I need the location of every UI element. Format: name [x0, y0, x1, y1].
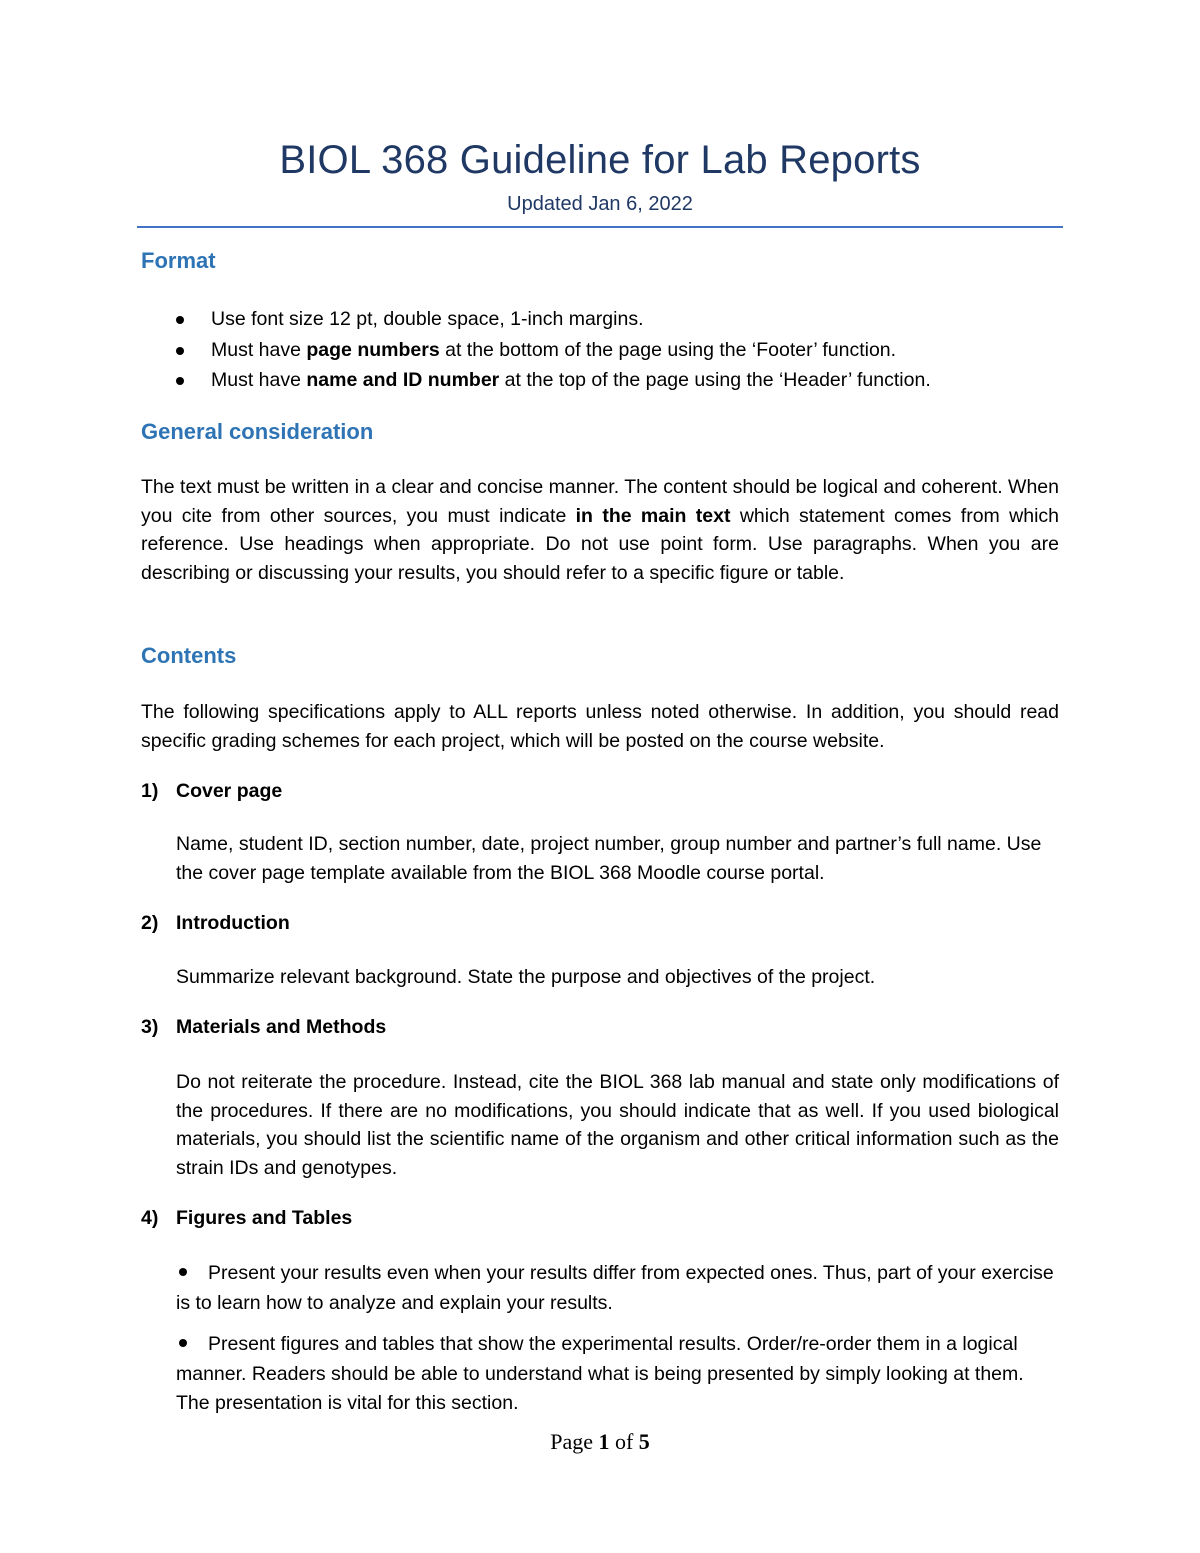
general-paragraph: The text must be written in a clear and concise manner. The content should be logical and coherent. When you cite from other sources, you must indicate in the main text which statement comes from which reference. Use headings when appropriate. Do not use point form. Use paragraphs. When you are describing or discussing your results, you should refer to a specific figure or table. — [141, 476, 1059, 585]
format-bullet-3: Must have name and ID number at the top of the page using the ‘Header’ function. — [141, 365, 1081, 396]
bold-phrase: page numbers — [306, 338, 440, 361]
section-heading-introduction: 2) Introduction — [141, 912, 290, 934]
format-bullet-list — [141, 304, 1081, 396]
format-heading: Format — [141, 248, 216, 273]
contents-heading: Contents — [141, 643, 237, 668]
section-heading-materials-methods: 3) Materials and Methods — [141, 1016, 387, 1038]
bold-phrase: name and ID number — [306, 369, 500, 391]
contents-intro: The following specifications apply to ALL reports unless noted otherwise. In addition, you should read specific grading schemes for each project, which will be posted on the course website. — [141, 701, 1059, 752]
introduction-body: Summarize relevant background. State the purpose and objectives of the project. — [176, 966, 876, 988]
general-heading: General consideration — [141, 419, 374, 444]
bullet-icon — [179, 1339, 187, 1347]
document-title: BIOL 368 Guideline for Lab Reports — [279, 138, 921, 182]
title-divider — [137, 226, 1063, 228]
format-bullet-2: Must have page numbers at the bottom of the page using the ‘Footer’ function. — [141, 335, 1081, 366]
bullet-icon — [179, 1268, 187, 1276]
figures-tables-bullet-2: Present figures and tables that show the experimental results. Order/re-order them in a logical manner. Readers should be able to understand what is being presented by simply looking at them. The presentation is vital for this section. — [176, 1333, 1024, 1414]
cover-page-body: Name, student ID, section number, date, project number, group number and partner’s full name. Use the cover page template available from the BIOL 368 Moodle course portal. — [176, 833, 1042, 884]
materials-methods-body: Do not reiterate the procedure. Instead, cite the BIOL 368 lab manual and state only modifications of the procedures. If there are no modifications, you should indicate that as well. If you used biological materials, you should list the scientific name of the organism and other critical information such as the strain IDs and genotypes. — [176, 1071, 1059, 1180]
updated-date: Updated Jan 6, 2022 — [507, 193, 693, 215]
bold-phrase: in the main text — [575, 504, 731, 527]
figures-tables-bullet-1: Present your results even when your results differ from expected ones. Thus, part of your exercise is to learn how to analyze and explain your results. — [176, 1262, 1054, 1314]
section-heading-figures-tables: 4) Figures and Tables — [141, 1207, 353, 1229]
section-heading-cover-page: 1) Cover page — [141, 780, 283, 802]
page-footer: Page 1 of 5 — [550, 1429, 650, 1454]
format-bullet-1: Use font size 12 pt, double space, 1-inch margins. — [141, 304, 1081, 335]
